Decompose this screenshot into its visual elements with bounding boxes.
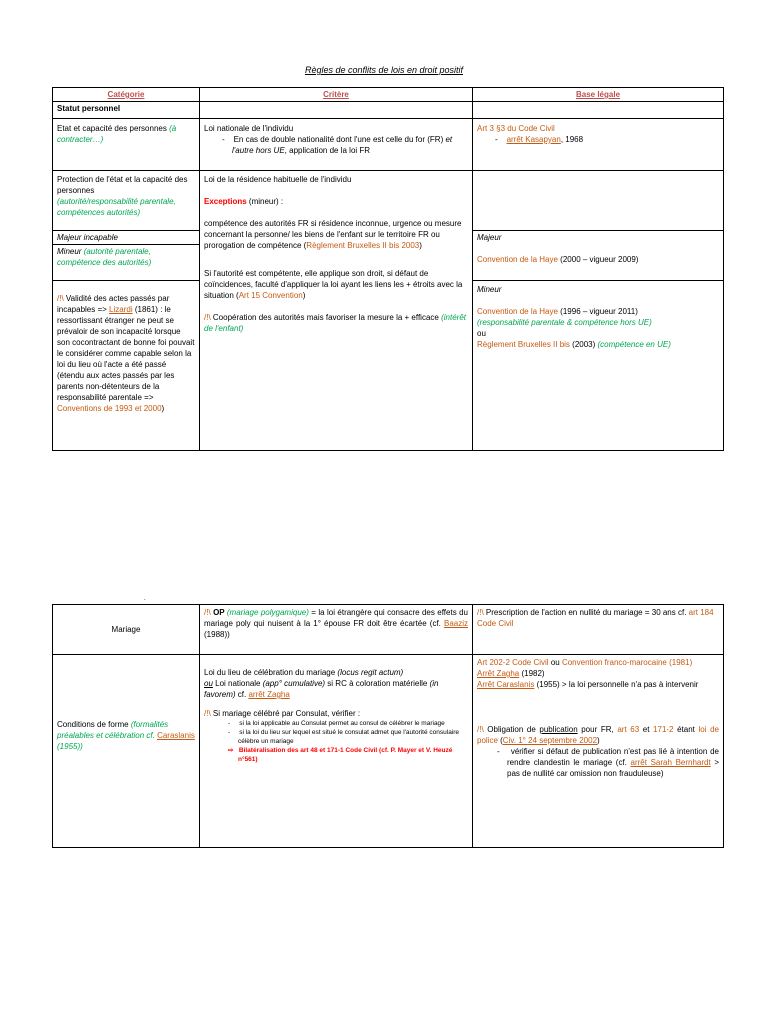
page-title: Règles de conflits de lois en droit positif xyxy=(304,65,464,75)
forme-sub-bullet-3: ⇨ Bilatéralisation des art 48 et 171-1 Code Civil (cf. P. Mayer et V. Heuzé n°561) xyxy=(228,747,453,763)
kasapyan-link[interactable]: arrêt Kasapyan xyxy=(506,135,561,144)
mineur-ou: ou xyxy=(477,329,486,338)
majeur-convention: Convention de la Haye (2000 – vigueur 2009) xyxy=(477,255,639,264)
mariage-critere-cell: /!\ OP (mariage polygamique) = la loi étrangère qui consacre des effets du mariage poly qui nuisent à la 1° épouse FR doit être écartée (cf. Baaziz (1988)) xyxy=(200,605,473,655)
forme-base-5: - vérifier si défaut de publication n'est pas lié à intention de rendre clandestin le mariage (cf. arrêt Sarah Bernhardt > pas de nullité car omission non frauduleuse) xyxy=(497,747,719,778)
header-base-legale: Base légale xyxy=(473,88,724,102)
mineur-label: Mineur xyxy=(477,285,502,294)
protection-critere: Loi de la résidence habituelle de l'individu xyxy=(204,175,352,184)
arrow-right-icon: ⇨ xyxy=(228,747,234,754)
warning-icon: /!\ xyxy=(477,725,484,734)
mineur-base-cell xyxy=(473,281,724,451)
protection-base-cell xyxy=(473,171,724,231)
zagha-link[interactable]: arrêt Zagha xyxy=(248,690,290,699)
empty-cell xyxy=(200,102,473,119)
forme-critere-cell xyxy=(200,655,473,848)
etat-category: Etat et capacité des personnes xyxy=(57,124,170,133)
forme-base-4: /!\ Obligation de publication pour FR, art 63 et 171-2 étant loi de police (Civ. 1° 24 septembre 2002) xyxy=(477,725,719,745)
mariage-table xyxy=(52,604,724,848)
mineur-reglement: Règlement Bruxelles II bis (2003) (compétence en UE) xyxy=(477,340,671,349)
forme-sub-bullet-1: - si la loi applicable au Consulat permet au consul de célébrer le mariage xyxy=(228,720,445,727)
caraslanis-arret-link[interactable]: Arrêt Caraslanis xyxy=(477,680,535,689)
caraslanis-link[interactable]: Caraslanis xyxy=(157,731,195,740)
stray-dot: . xyxy=(144,596,146,602)
forme-critere-2: ou Loi nationale (app° cumulative) si RC à coloration matérielle (in favorem) cf. arrêt Zagha xyxy=(204,679,439,699)
statut-personnel-cell: Statut personnel xyxy=(53,102,200,119)
validite-cell: /!\ Validité des actes passés par incapables => Lizardi (1861) : le ressortissant étranger ne peut se prévaloir de son incapacité lorsque son cocontractant de bonne foi pouvait le considérer comme capable selon la loi du lieu où l'acte a été passé (étendu aux actes passés par les parents non-détenteurs de la responsabilité parentale => Conventions de 1993 et 2000) xyxy=(53,281,200,451)
warning-icon: /!\ xyxy=(57,294,64,303)
forme-sub-bullet-2: - si la loi du lieu sur lequel est situé le consulat admet que l'autorité consulaire célèbre un mariage xyxy=(228,729,460,745)
table-row-protection xyxy=(53,171,724,231)
header-critere: Critère xyxy=(200,88,473,102)
competence-paragraph: compétence des autorités FR si résidence inconnue, urgence ou mesure concernant la personne/ les biens de l'enfant sur le territoire FR ou prorogation de compétence (Règlement Bruxelles II bis 2003) xyxy=(204,219,462,250)
mineur-category-cell: Mineur (autorité parentale, compétence des autorités) xyxy=(53,245,200,281)
cooperation-paragraph: /!\ Coopération des autorités mais favoriser la mesure la + efficace (intérêt de l'enfant) xyxy=(204,313,466,333)
protection-category-cell xyxy=(53,171,200,231)
etat-critere: Loi nationale de l'individu xyxy=(204,124,294,133)
protection-category: Protection de l'état et la capacité des personnes xyxy=(57,175,188,195)
zagha-arret-link[interactable]: Arrêt Zagha xyxy=(477,669,520,678)
warning-icon: /!\ xyxy=(204,709,211,718)
baaziz-link[interactable]: Baaziz xyxy=(443,619,468,628)
etat-category-cell xyxy=(53,119,200,171)
majeur-base-cell xyxy=(473,231,724,281)
etat-critere-cell xyxy=(200,119,473,171)
forme-base-1: Art 202-2 Code Civil ou Convention franco-marocaine (1981) xyxy=(477,658,693,667)
protection-critere-cell xyxy=(200,171,473,451)
forme-base-2: Arrêt Zagha (1982) xyxy=(477,669,545,678)
mariage-base-cell: /!\ Prescription de l'action en nullité du mariage = 30 ans cf. art 184 Code Civil xyxy=(473,605,724,655)
mineur-convention-note: (responsabilité parentale & compétence hors UE) xyxy=(477,318,652,327)
exceptions-line: Exceptions (mineur) : xyxy=(204,197,284,206)
conflict-rules-table xyxy=(52,87,724,451)
table-row-forme xyxy=(53,655,724,848)
lizardi-link[interactable]: Lizardi xyxy=(109,305,133,314)
table-row-statut xyxy=(53,102,724,119)
etat-base-cell xyxy=(473,119,724,171)
mineur-convention: Convention de la Haye (1996 – vigueur 2011) xyxy=(477,307,638,316)
forme-category-cell: Conditions de forme (formalités préalables et célébration cf. Caraslanis (1955)) xyxy=(53,655,200,848)
mariage-category: Mariage xyxy=(53,605,200,655)
forme-base-3: Arrêt Caraslanis (1955) > la loi personnelle n'a pas à intervenir xyxy=(477,680,699,689)
forme-critere-3: /!\ Si mariage célébré par Consulat, vérifier : xyxy=(204,709,361,718)
si-autorite-paragraph: Si l'autorité est compétente, elle applique son droit, si défaut de coïncidences, faculté d'appliquer la loi ayant les liens les + étroits avec la situation (Art 15 Convention) xyxy=(204,269,463,300)
etat-critere-bullet: - En cas de double nationalité dont l'une est celle du for (FR) et l'autre hors UE, application de la loi FR xyxy=(222,135,453,155)
table-header-row xyxy=(53,88,724,102)
warning-icon: /!\ xyxy=(204,608,211,617)
warning-icon: /!\ xyxy=(477,608,484,617)
forme-base-cell xyxy=(473,655,724,848)
civ-link[interactable]: Civ. 1° 24 septembre 2002 xyxy=(502,736,598,745)
forme-critere-1: Loi du lieu de célébration du mariage (locus regit actum) xyxy=(204,668,404,677)
etat-base-bullet: - arrêt Kasapyan, 1968 xyxy=(495,135,584,144)
header-categorie: Catégorie xyxy=(53,88,200,102)
empty-cell xyxy=(473,102,724,119)
etat-category-note: (à contracter…) xyxy=(57,124,177,144)
table-row-mariage xyxy=(53,605,724,655)
warning-icon: /!\ xyxy=(204,313,211,322)
sarah-bernhardt-link[interactable]: arrêt Sarah Bernhardt xyxy=(630,758,711,767)
majeur-category: Majeur incapable xyxy=(53,231,200,245)
majeur-label: Majeur xyxy=(477,233,502,242)
protection-category-note: (autorité/responsabilité parentale, compétences autorités) xyxy=(57,197,176,217)
table-row-etat xyxy=(53,119,724,171)
etat-base: Art 3 §3 du Code Civil xyxy=(477,124,555,133)
